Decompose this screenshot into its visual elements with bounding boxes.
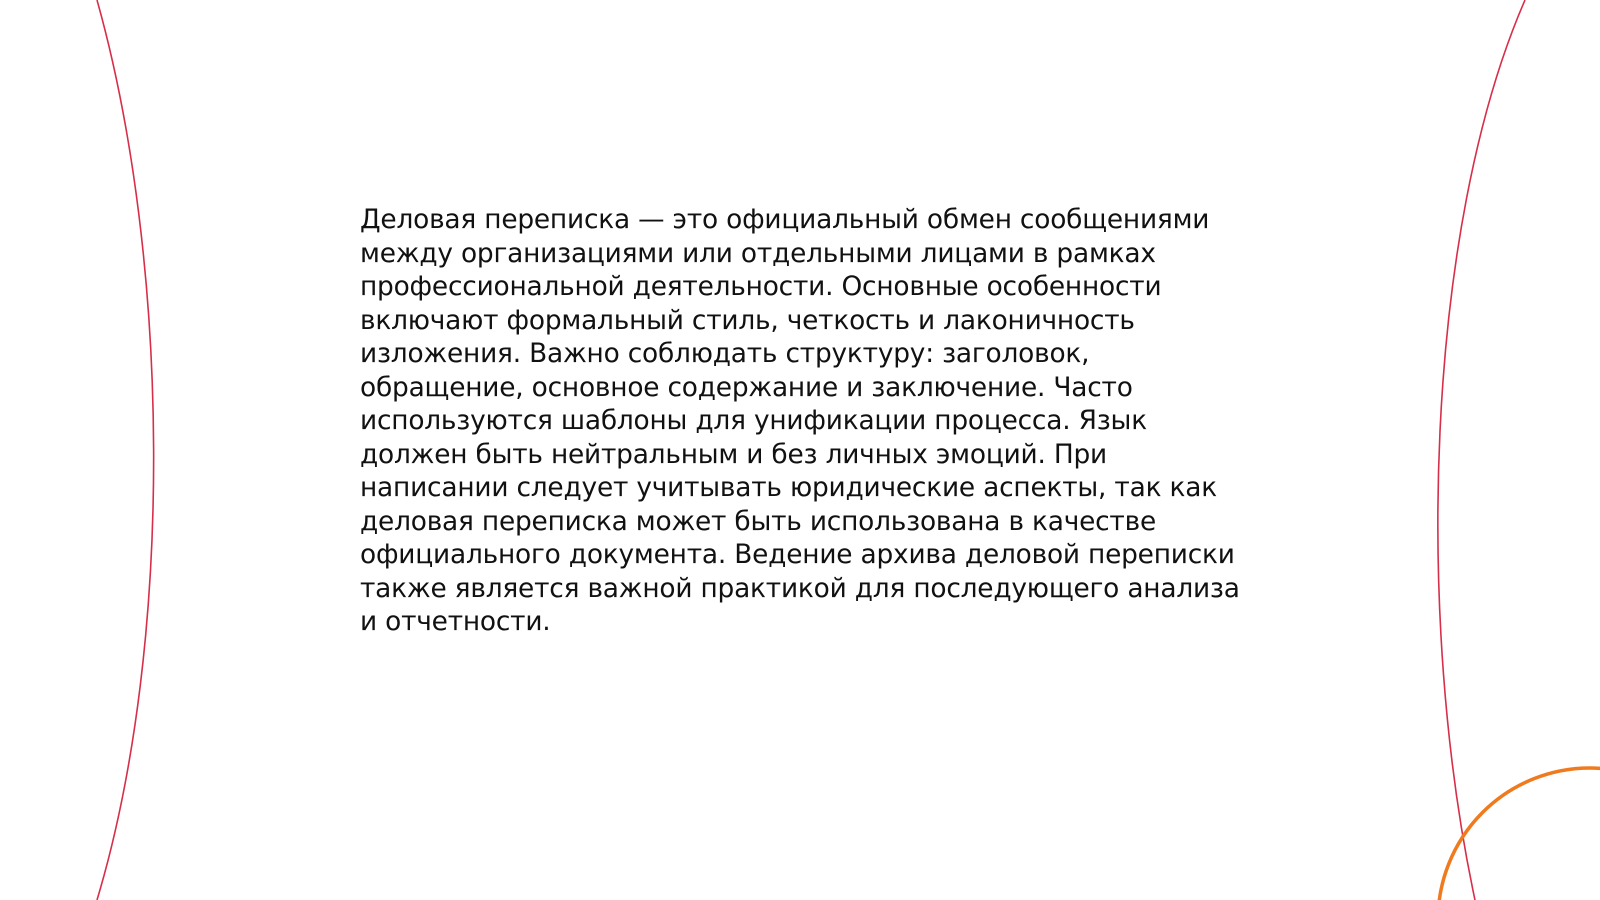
- paragraph-line: используются шаблоны для унификации процесса. Язык: [360, 405, 1147, 436]
- paragraph-line: между организациями или отдельными лицами в рамках: [360, 237, 1156, 269]
- paragraph-line: должен быть нейтральным и без личных эмоций. При: [360, 438, 1108, 470]
- paragraph-line: включают формальный стиль, четкость и лаконичность: [360, 304, 1135, 336]
- left-red-arc: [97, 0, 154, 900]
- paragraph-line: и отчетности.: [360, 606, 551, 637]
- paragraph-line: обращение, основное содержание и заключение. Часто: [360, 371, 1133, 403]
- paragraph-line: Деловая переписка — это официальный обмен сообщениями: [360, 204, 1210, 235]
- right-red-arc: [1438, 0, 1525, 900]
- paragraph-line: официального документа. Ведение архива деловой переписки: [360, 539, 1235, 570]
- paragraph-line: профессиональной деятельности. Основные особенности: [360, 271, 1162, 302]
- paragraph-line: также является важной практикой для последующего анализа: [360, 572, 1240, 604]
- body-paragraph: [360, 203, 1240, 639]
- paragraph-line: деловая переписка может быть использована в качестве: [360, 505, 1156, 537]
- paragraph-line: написании следует учитывать юридические аспекты, так как: [360, 472, 1217, 503]
- paragraph-line: изложения. Важно соблюдать структуру: заголовок,: [360, 338, 1090, 369]
